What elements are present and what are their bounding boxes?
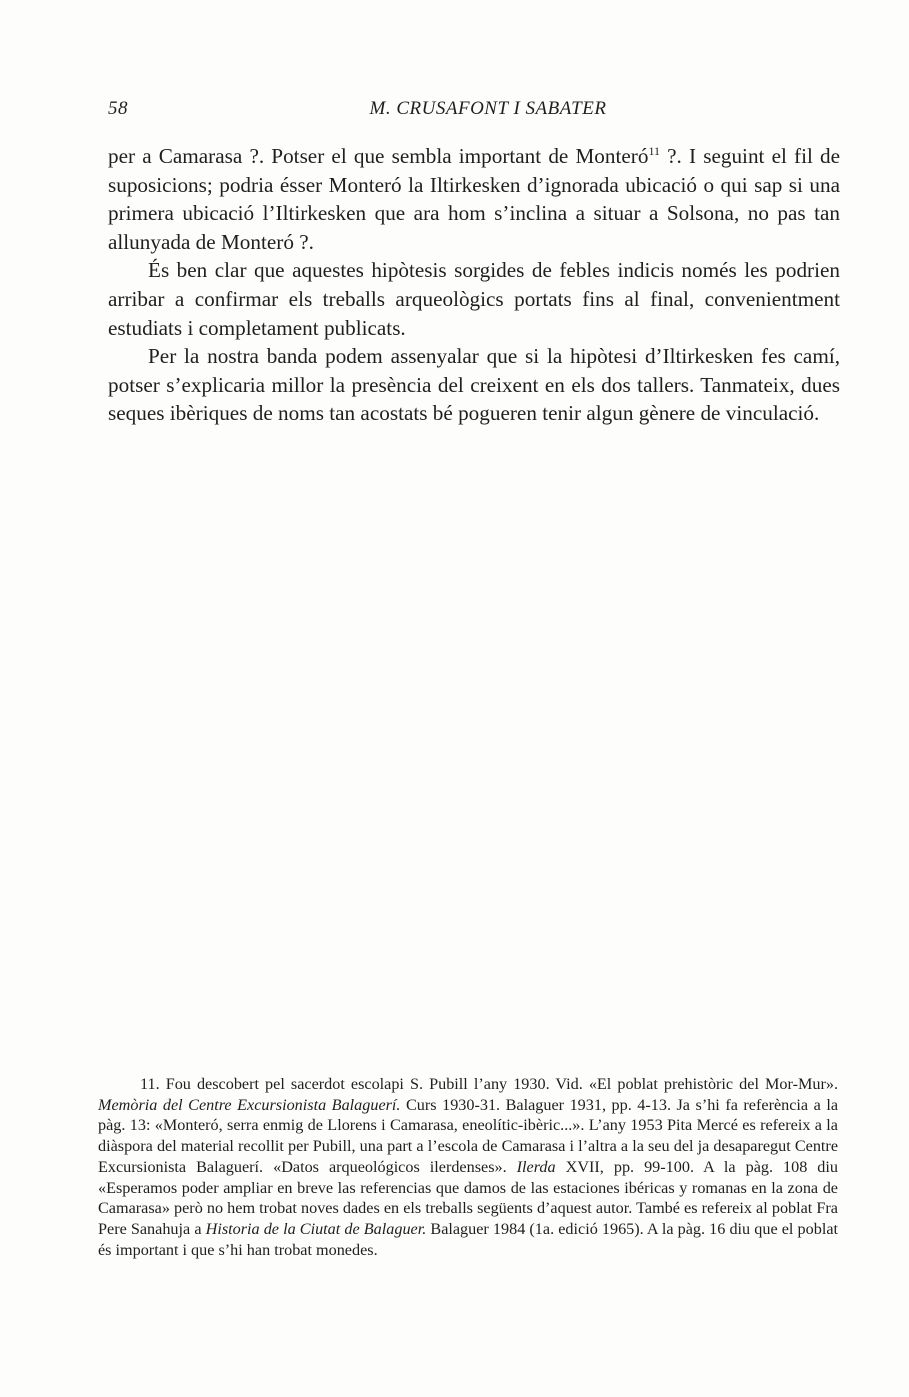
footnote-text-3: XVII, pp. 99-100. A la pàg. 108 diu «Esperamos poder ampliar en breve las referencias que damos de las estaciones ibéricas y romanas en la zona de Camarasa» però no hem trobat noves dades en els treballs següents d’aquest autor. També es refereix al poblat Fra Pere Sanahuja a xyxy=(98,1157,838,1238)
paragraph-1 xyxy=(108,142,840,256)
footnote-ref-11: 11 xyxy=(648,144,660,158)
main-text xyxy=(108,142,840,428)
footnote-11 xyxy=(98,1074,838,1260)
paragraph-1-text-a: per a Camarasa ?. Potser el que sembla important de Monteró xyxy=(108,144,649,168)
footnote-number: 11. xyxy=(140,1075,160,1093)
footnote-text xyxy=(98,1074,838,1260)
paragraph-1-text-b: ?. I seguint el fil de suposicions; podria ésser Monteró la Iltirkesken d’ignorada ubicació o qui sap si una primera ubicació l’Iltirkesken que ara hom s’inclina a situar a Solsona, no pas tan allunyada de Monteró ?. xyxy=(108,144,840,254)
footnote-italic-1: Memòria del Centre Excursionista Balaguerí. xyxy=(98,1095,401,1114)
page-number: 58 xyxy=(108,98,128,119)
footnote-italic-2: Ilerda xyxy=(516,1157,556,1176)
footnote-text-2: Curs 1930-31. Balaguer 1931, pp. 4-13. Ja s’hi fa referència a la pàg. 13: «Monteró, serra enmig de Llorens i Camarasa, eneolític-ibèric...». L’any 1953 Pita Mercé es refereix a la diàspora del material recollit per Pubill, una part a l’escola de Camarasa i l’altra a la seu del ja desaparegut Centre Excursionista Balaguerí. «Datos arqueológicos ilerdenses». xyxy=(98,1095,839,1176)
running-header xyxy=(108,98,838,126)
footnote-italic-3: Historia de la Ciutat de Balaguer. xyxy=(205,1219,427,1238)
paragraph-3: Per la nostra banda podem assenyalar que si la hipòtesi d’Iltirkesken fes camí, potser s’explicaria millor la presència del creixent en els dos tallers. Tanmateix, dues seques ibèriques de noms tan acostats bé pogueren tenir algun gènere de vinculació. xyxy=(108,344,840,426)
footnote-text-1: Fou descobert pel sacerdot escolapi S. Pubill l’any 1930. Vid. «El poblat prehistòric del Mor-Mur». xyxy=(159,1075,838,1093)
footnote-text-4: Balaguer 1984 (1a. edició 1965). A la pàg. 16 diu que el poblat és important i que s’hi han trobat monedes. xyxy=(98,1219,838,1259)
paragraph-2: És ben clar que aquestes hipòtesis sorgides de febles indicis només les podrien arribar a confirmar els treballs arqueològics portats fins al final, convenientment estudiats i completament publicats. xyxy=(108,258,840,340)
running-title: M. CRUSAFONT I SABATER xyxy=(369,98,607,119)
